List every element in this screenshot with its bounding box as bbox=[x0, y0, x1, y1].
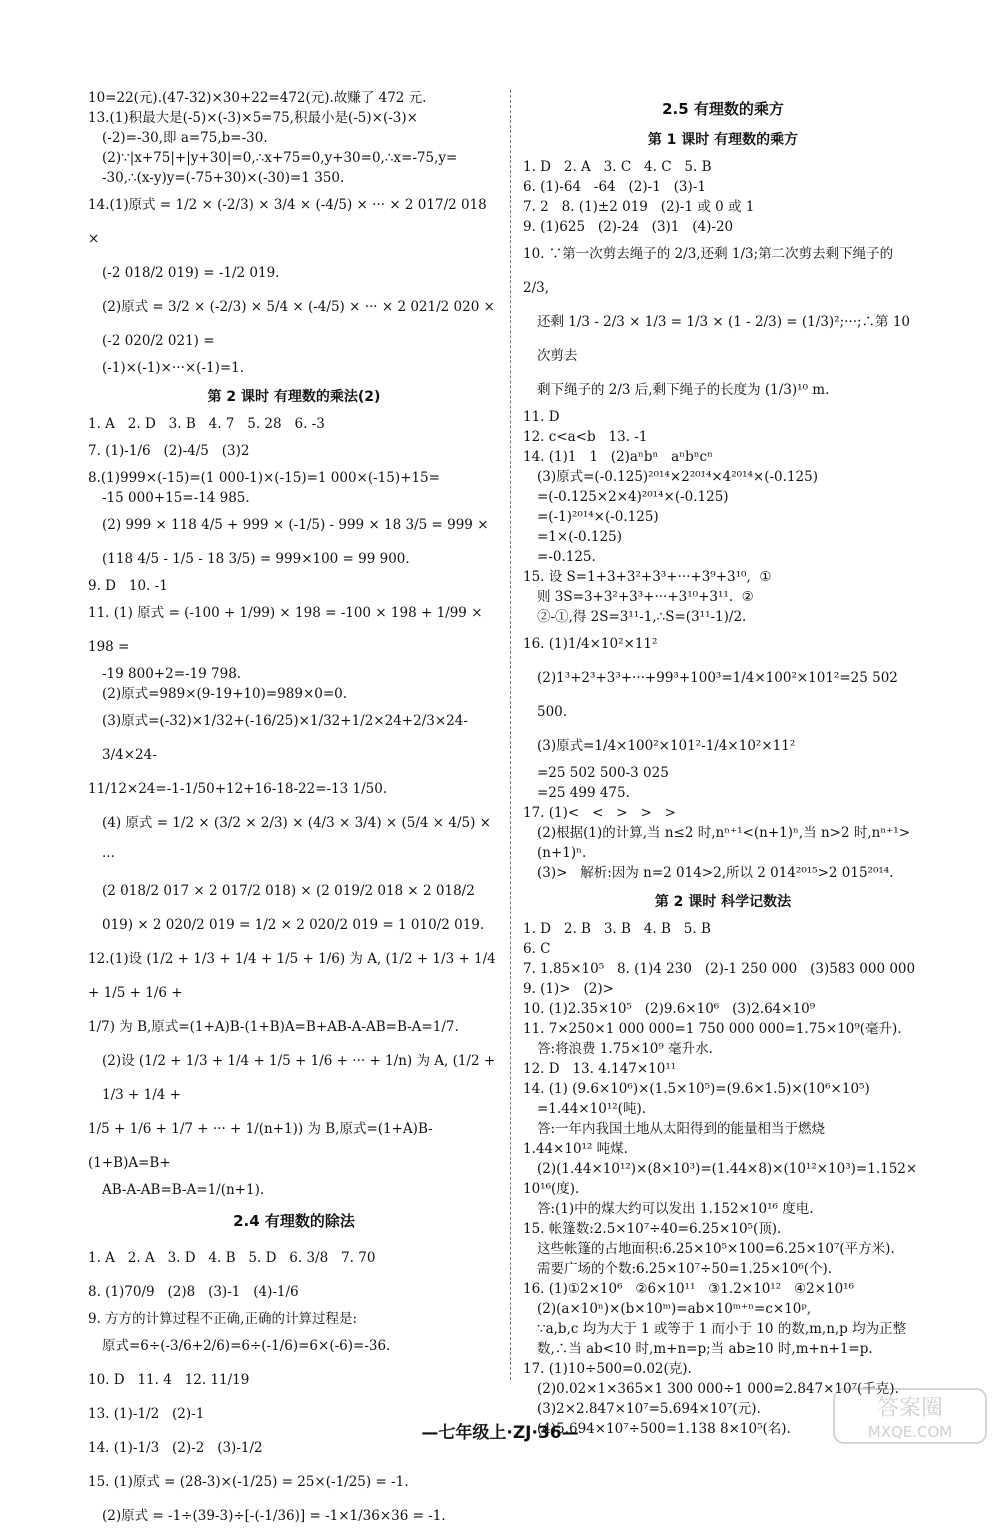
answer-line: 9. (1)625 (2)-24 (3)1 (4)-20 bbox=[523, 219, 734, 235]
watermark-text-top: 答案圈 bbox=[876, 1396, 944, 1421]
answer-line: (n+1)ⁿ. bbox=[537, 845, 587, 861]
answer-line: (2)0.02×1×365×1 300 000÷1 000=2.847×10⁷(千克). bbox=[537, 1381, 899, 1397]
answer-line: =25 502 500-3 025 bbox=[537, 765, 669, 781]
answer-line: =25 499 475. bbox=[537, 785, 630, 801]
answer-line: 12. c<a<b 13. -1 bbox=[523, 429, 648, 445]
answer-line: (2)∵|x+75|+|y+30|=0,∴x+75=0,y+30=0,∴x=-75,y= bbox=[102, 150, 458, 166]
answer-line: -15 000+15=-14 985. bbox=[102, 490, 250, 506]
answer-line: (2)原式 = -1÷(39-3)÷[-(-1/36)] = -1×1/36×36 = -1. bbox=[102, 1508, 446, 1524]
answer-line: (-1)×(-1)×···×(-1)=1. bbox=[102, 360, 245, 376]
lesson2-scientific-notation-title: 第 2 课时 科学记数法 bbox=[654, 894, 792, 910]
answer-line: (3)原式=(-32)×1/32+(-16/25)×1/32+1/2×24+2/3×24-3/4×24- bbox=[102, 713, 468, 763]
answer-line: 10=22(元).(47-32)×30+22=472(元).故赚了 472 元. bbox=[88, 90, 427, 106]
column-divider bbox=[510, 90, 511, 1380]
answer-line: (3)2×2.847×10⁷=5.694×10⁷(元). bbox=[537, 1401, 761, 1417]
section-2-5-title: 2.5 有理数的乘方 bbox=[662, 100, 784, 118]
answer-line: (3)原式=1/4×100²×101²-1/4×10²×11² bbox=[537, 738, 796, 754]
answer-line: 9. D 10. -1 bbox=[88, 578, 168, 594]
answer-line: (2)原式=989×(9-19+10)=989×0=0. bbox=[102, 686, 348, 702]
answer-line: 15. 设 S=1+3+3²+3³+···+3⁹+3¹⁰, ① bbox=[523, 569, 772, 585]
answer-line: 则 3S=3+3²+3³+···+3¹⁰+3¹¹. ② bbox=[537, 589, 754, 605]
answer-line: 答:将浪费 1.75×10⁹ 毫升水. bbox=[537, 1041, 713, 1057]
answer-line: 6. (1)-64 -64 (2)-1 (3)-1 bbox=[523, 179, 706, 195]
answer-line: (-2)=-30,即 a=75,b=-30. bbox=[102, 130, 268, 146]
answer-line: (2)原式 = 3/2 × (-2/3) × 5/4 × (-4/5) × ··· × 2 021/2 020 × (-2 020/2 021) = bbox=[102, 299, 500, 349]
right-block-2 bbox=[523, 919, 923, 1439]
left-block-1 bbox=[88, 88, 500, 378]
answer-line: 17. (1)10÷500=0.02(克). bbox=[523, 1361, 692, 1377]
answer-line: 数,∴当 ab<10 时,m+n=p;当 ab≥10 时,m+n+1=p. bbox=[537, 1341, 873, 1357]
answer-line: 1. A 2. A 3. D 4. B 5. D 6. 3/8 7. 70 bbox=[88, 1250, 376, 1266]
page-footer: —七年级上·ZJ·36— bbox=[421, 1423, 579, 1443]
answer-line: 12.(1)设 (1/2 + 1/3 + 1/4 + 1/5 + 1/6) 为 A, (1/2 + 1/3 + 1/4 + 1/5 + 1/6 + bbox=[88, 951, 501, 1001]
answer-line: 14. (1)-1/3 (2)-2 (3)-1/2 bbox=[88, 1440, 263, 1456]
answer-line: 17. (1)< < > > > bbox=[523, 805, 676, 821]
answer-line: -30,∴(x-y)y=(-75+30)×(-30)=1 350. bbox=[102, 170, 345, 186]
answer-line: 11/12×24=-1-1/50+12+16-18-22=-13 1/50. bbox=[88, 781, 388, 797]
answer-line: 8. (1)70/9 (2)8 (3)-1 (4)-1/6 bbox=[88, 1284, 299, 1300]
answer-line: 1. A 2. D 3. B 4. 7 5. 28 6. -3 bbox=[88, 416, 325, 432]
answer-line: 14.(1)原式 = 1/2 × (-2/3) × 3/4 × (-4/5) × ··· × 2 017/2 018 × bbox=[88, 197, 492, 247]
left-block-3 bbox=[88, 1241, 500, 1533]
answer-line: (-2 018/2 019) = -1/2 019. bbox=[102, 265, 280, 281]
answer-line: =(-0.125×2×4)²⁰¹⁴×(-0.125) bbox=[537, 489, 729, 505]
answer-line: 答:一年内我国土地从太阳得到的能量相当于燃烧 bbox=[537, 1121, 826, 1137]
answer-line: 10. (1)2.35×10⁵ (2)9.6×10⁶ (3)2.64×10⁹ bbox=[523, 1001, 816, 1017]
answer-line: 16. (1)①2×10⁶ ②6×10¹¹ ③1.2×10¹² ④2×10¹⁶ bbox=[523, 1281, 854, 1297]
answer-line: 剩下绳子的 2/3 后,剩下绳子的长度为 (1/3)¹⁰ m. bbox=[537, 382, 830, 398]
answer-line: 16. (1)1/4×10²×11² bbox=[523, 636, 658, 652]
answer-line: =-0.125. bbox=[537, 549, 596, 565]
right-column bbox=[523, 88, 923, 1439]
answer-line: 12. D 13. 4.147×10¹¹ bbox=[523, 1061, 677, 1077]
answer-line: 1.44×10¹² 吨煤. bbox=[523, 1141, 628, 1157]
answer-line: 11. (1) 原式 = (-100 + 1/99) × 198 = -100 × 198 + 1/99 × 198 = bbox=[88, 605, 487, 655]
left-block-2 bbox=[88, 414, 500, 1200]
right-block-1 bbox=[523, 157, 923, 883]
answer-line: 14. (1) (9.6×10⁶)×(1.5×10⁵)=(9.6×1.5)×(10⁶×10⁵) bbox=[523, 1081, 870, 1097]
answer-line: =1.44×10¹²(吨). bbox=[537, 1101, 647, 1117]
answer-line: 1. D 2. A 3. C 4. C 5. B bbox=[523, 159, 712, 175]
answer-line: (4) 原式 = 1/2 × (3/2 × 2/3) × (4/3 × 3/4) × (5/4 × 4/5) × ··· bbox=[102, 815, 496, 865]
watermark-logo bbox=[830, 1385, 990, 1447]
answer-line: (2)1³+2³+3³+···+99³+100³=1/4×100²×101²=25 502 500. bbox=[537, 670, 903, 720]
answer-line: ②-①,得 2S=3¹¹-1,∴S=(3¹¹-1)/2. bbox=[537, 609, 747, 625]
answer-line: 7. 1.85×10⁵ 8. (1)4 230 (2)-1 250 000 (3)583 000 000 bbox=[523, 961, 916, 977]
answer-line: (4)5.694×10⁷÷500=1.138 8×10⁵(名). bbox=[537, 1421, 791, 1437]
answer-line: 还剩 1/3 - 2/3 × 1/3 = 1/3 × (1 - 2/3) = (1/3)²;···;∴第 10 次剪去 bbox=[537, 314, 915, 364]
answer-line: (2)设 (1/2 + 1/3 + 1/4 + 1/5 + 1/6 + ··· + 1/n) 为 A, (1/2 + 1/3 + 1/4 + bbox=[102, 1053, 500, 1103]
section-2-4-title: 2.4 有理数的除法 bbox=[233, 1212, 355, 1230]
answer-line: 14. (1)1 1 (2)aⁿbⁿ aⁿbⁿcⁿ bbox=[523, 449, 713, 465]
answer-line: 9. (1)> (2)> bbox=[523, 981, 614, 997]
answer-line: (118 4/5 - 1/5 - 18 3/5) = 999×100 = 99 900. bbox=[102, 551, 410, 567]
answer-line: (2 018/2 017 × 2 017/2 018) × (2 019/2 018 × 2 018/2 019) × 2 020/2 019 = 1/2 × 2 020/2 019 = 1 010/2 019. bbox=[102, 883, 485, 933]
answer-line: 10. D 11. 4 12. 11/19 bbox=[88, 1372, 250, 1388]
left-column bbox=[88, 88, 500, 1533]
answer-line: (3)原式=(-0.125)²⁰¹⁴×2²⁰¹⁴×4²⁰¹⁴×(-0.125) bbox=[537, 469, 818, 485]
answer-line: 10¹⁶(度). bbox=[523, 1181, 580, 1197]
answer-line: -19 800+2=-19 798. bbox=[102, 666, 242, 682]
lesson1-power-title: 第 1 课时 有理数的乘方 bbox=[647, 132, 799, 148]
answer-line: (2)根据(1)的计算,当 n≤2 时,nⁿ⁺¹<(n+1)ⁿ,当 n>2 时,nⁿ⁺¹> bbox=[537, 825, 911, 841]
answer-line: 8.(1)999×(-15)=(1 000-1)×(-15)=1 000×(-15)+15= bbox=[88, 470, 440, 486]
answer-line: 9. 方方的计算过程不正确,正确的计算过程是: bbox=[88, 1311, 358, 1327]
answer-line: 15. (1)原式 = (28-3)×(-1/25) = 25×(-1/25) = -1. bbox=[88, 1474, 409, 1490]
answer-line: 11. 7×250×1 000 000=1 750 000 000=1.75×10⁹(毫升). bbox=[523, 1021, 902, 1037]
answer-line: 13. (1)-1/2 (2)-1 bbox=[88, 1406, 205, 1422]
answer-line: (2)(a×10ⁿ)×(b×10ᵐ)=ab×10ᵐ⁺ⁿ=c×10ᵖ, bbox=[537, 1301, 812, 1317]
answer-line: 需要广场的个数:6.25×10⁷÷50=1.25×10⁶(个). bbox=[537, 1261, 833, 1277]
answer-line: 1/7) 为 B,原式=(1+A)B-(1+B)A=B+AB-A-AB=B-A=1/7. bbox=[88, 1019, 459, 1035]
answer-line: =(-1)²⁰¹⁴×(-0.125) bbox=[537, 509, 659, 525]
answer-line: (2)(1.44×10¹²)×(8×10³)=(1.44×8)×(10¹²×10³)=1.152× bbox=[537, 1161, 918, 1177]
answer-line: ∵a,b,c 均为大于 1 或等于 1 而小于 10 的数,m,n,p 均为正整 bbox=[537, 1321, 907, 1337]
answer-line: 15. 帐篷数:2.5×10⁷÷40=6.25×10⁵(顶). bbox=[523, 1221, 782, 1237]
answer-line: 10. ∵第一次剪去绳子的 2/3,还剩 1/3;第二次剪去剩下绳子的 2/3, bbox=[523, 246, 898, 296]
answer-line: AB-A-AB=B-A=1/(n+1). bbox=[102, 1182, 265, 1198]
lesson2-multiplication-title: 第 2 课时 有理数的乘法(2) bbox=[207, 389, 381, 405]
answer-line: 13.(1)积最大是(-5)×(-3)×5=75,积最小是(-5)×(-3)× bbox=[88, 110, 418, 126]
answer-line: =1×(-0.125) bbox=[537, 529, 622, 545]
answer-line: 1. D 2. B 3. B 4. B 5. B bbox=[523, 921, 711, 937]
answer-line: 原式=6÷(-3/6+2/6)=6÷(-1/6)=6×(-6)=-36. bbox=[102, 1338, 391, 1354]
answer-line: 1/5 + 1/6 + 1/7 + ··· + 1/(n+1)) 为 B,原式=(1+A)B-(1+B)A=B+ bbox=[88, 1121, 433, 1171]
answer-line: 7. 2 8. (1)±2 019 (2)-1 或 0 或 1 bbox=[523, 199, 755, 215]
watermark-text-bottom: MXQE.COM bbox=[867, 1423, 953, 1441]
answer-line: (2) 999 × 118 4/5 + 999 × (-1/5) - 999 × 18 3/5 = 999 × bbox=[102, 517, 489, 533]
answer-line: 答:(1)中的煤大约可以发出 1.152×10¹⁶ 度电. bbox=[537, 1201, 814, 1217]
answer-line: (3)> 解析:因为 n=2 014>2,所以 2 014²⁰¹⁵>2 015²⁰¹⁴. bbox=[537, 865, 894, 881]
answer-line: 这些帐篷的占地面积:6.25×10⁵×100=6.25×10⁷(平方米). bbox=[537, 1241, 895, 1257]
answer-line: 6. C bbox=[523, 941, 551, 957]
answer-line: 7. (1)-1/6 (2)-4/5 (3)2 bbox=[88, 443, 250, 459]
answer-line: 11. D bbox=[523, 409, 560, 425]
